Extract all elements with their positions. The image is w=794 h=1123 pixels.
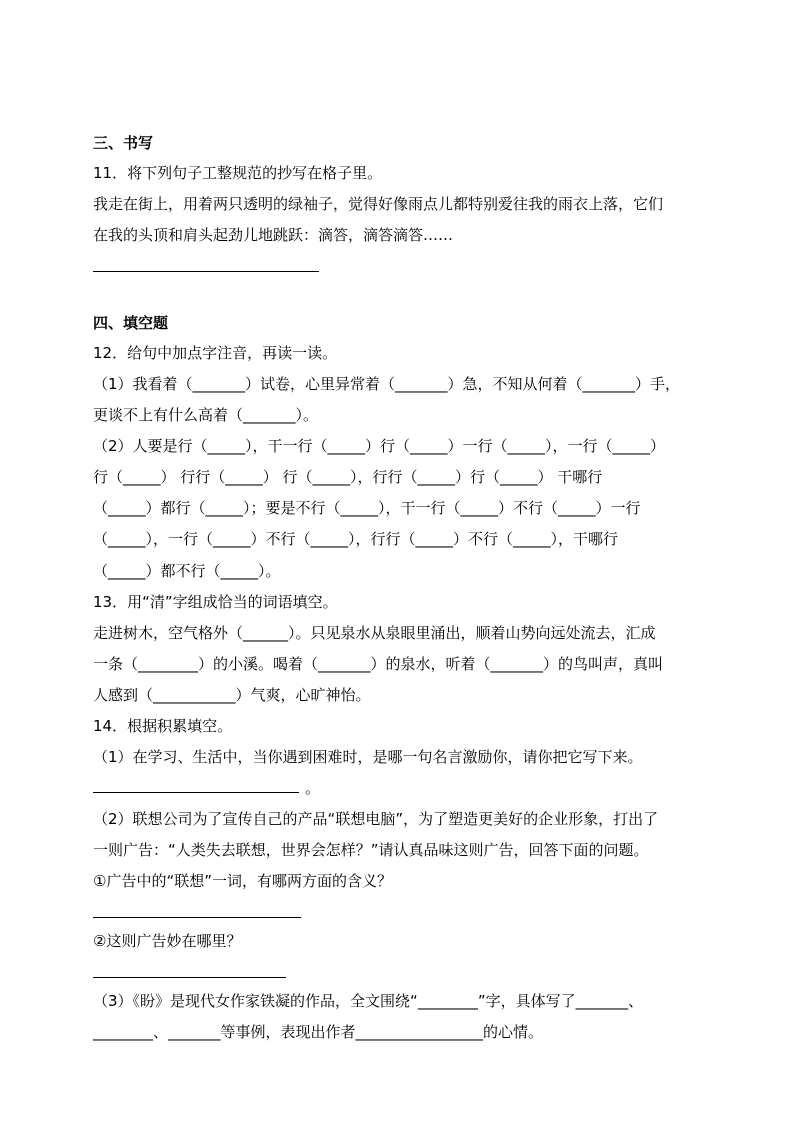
question-12-part-1-line-2: 更谈不上有什么高着（_______）。: [93, 406, 319, 424]
question-14-part-1-period: 。: [305, 779, 321, 797]
question-11-answer-line[interactable]: [93, 271, 319, 272]
question-14-part-2-line-2: 一则广告：“人类失去联想，世界会怎样？”请认真品味这则广告，回答下面的问题。: [93, 841, 649, 859]
question-12-part-2-line-4: （_____），一行（_____）不行（_____），行行（_____）不行（_____），干哪行: [93, 530, 619, 548]
question-14-part-1-answer-line[interactable]: [93, 792, 299, 793]
question-12-part-1-line-1: （1）我看着（_______）试卷，心里异常着（_______）急，不知从何着（_______）手，: [93, 375, 681, 393]
question-13-line-1: 走进树木，空气格外（______）。只见泉水从泉眼里涌出，顺着山势向远处流去，汇成: [93, 624, 656, 642]
question-14-part-2-line-1: （2）联想公司为了宣传自己的产品“联想电脑”，为了塑造更美好的企业形象，打出了: [93, 810, 659, 828]
question-14-part-2-question-2-answer-line[interactable]: [93, 977, 286, 978]
question-12-part-2-line-3: （_____）都行（_____）；要是不行（_____），干一行（_____）不行（_____）一行: [93, 499, 641, 517]
question-12-stem: 12．给句中加点字注音，再读一读。: [93, 344, 338, 362]
question-11-stem: 11．将下列句子工整规范的抄写在格子里。: [93, 164, 383, 182]
section-4-title: 四、填空题: [93, 314, 169, 332]
question-13-stem: 13．用“清”字组成恰当的词语填空。: [93, 593, 338, 611]
question-11-sentence-line-2: 在我的头顶和肩头起劲儿地跳跃：滴答，滴答滴答……: [93, 226, 454, 244]
question-14-part-3-line-1: （3）《盼》是现代女作家铁凝的作品，全文围绕“________”字，具体写了_______、: [93, 992, 644, 1010]
question-14-part-1: （1）在学习、生活中，当你遇到困难时，是哪一句名言激励你，请你把它写下来。: [93, 748, 643, 766]
question-14-part-2-question-1: ①广告中的“联想”一词，有哪两方面的含义？: [93, 872, 392, 890]
question-12-part-2-line-1: （2）人要是行（_____），干一行（_____）行（_____）一行（_____），一行（_____）: [93, 437, 666, 455]
question-12-part-2-line-5: （_____）都不行（_____）。: [93, 562, 281, 580]
question-14-part-3-line-2: ________、_______等事例，表现出作者_________________的心情。: [93, 1023, 544, 1041]
question-12-part-2-line-2: 行（_____） 行行（_____） 行（_____），行行（_____）行（_____） 干哪行: [93, 468, 603, 486]
question-11-sentence-line-1: 我走在街上，用着两只透明的绿袖子，觉得好像雨点儿都特别爱往我的雨衣上落，它们: [93, 195, 664, 213]
question-13-line-2: 一条（________）的小溪。喝着（_______）的泉水，听着（_______）的鸟叫声，真叫: [93, 655, 664, 673]
section-3-title: 三、书写: [93, 134, 154, 152]
question-14-stem: 14．根据积累填空。: [93, 717, 233, 735]
question-14-part-2-question-1-answer-line[interactable]: [93, 917, 301, 918]
question-14-part-2-question-2: ②这则广告妙在哪里？: [93, 932, 242, 950]
question-13-line-3: 人感到（___________）气爽，心旷神怡。: [93, 686, 371, 704]
